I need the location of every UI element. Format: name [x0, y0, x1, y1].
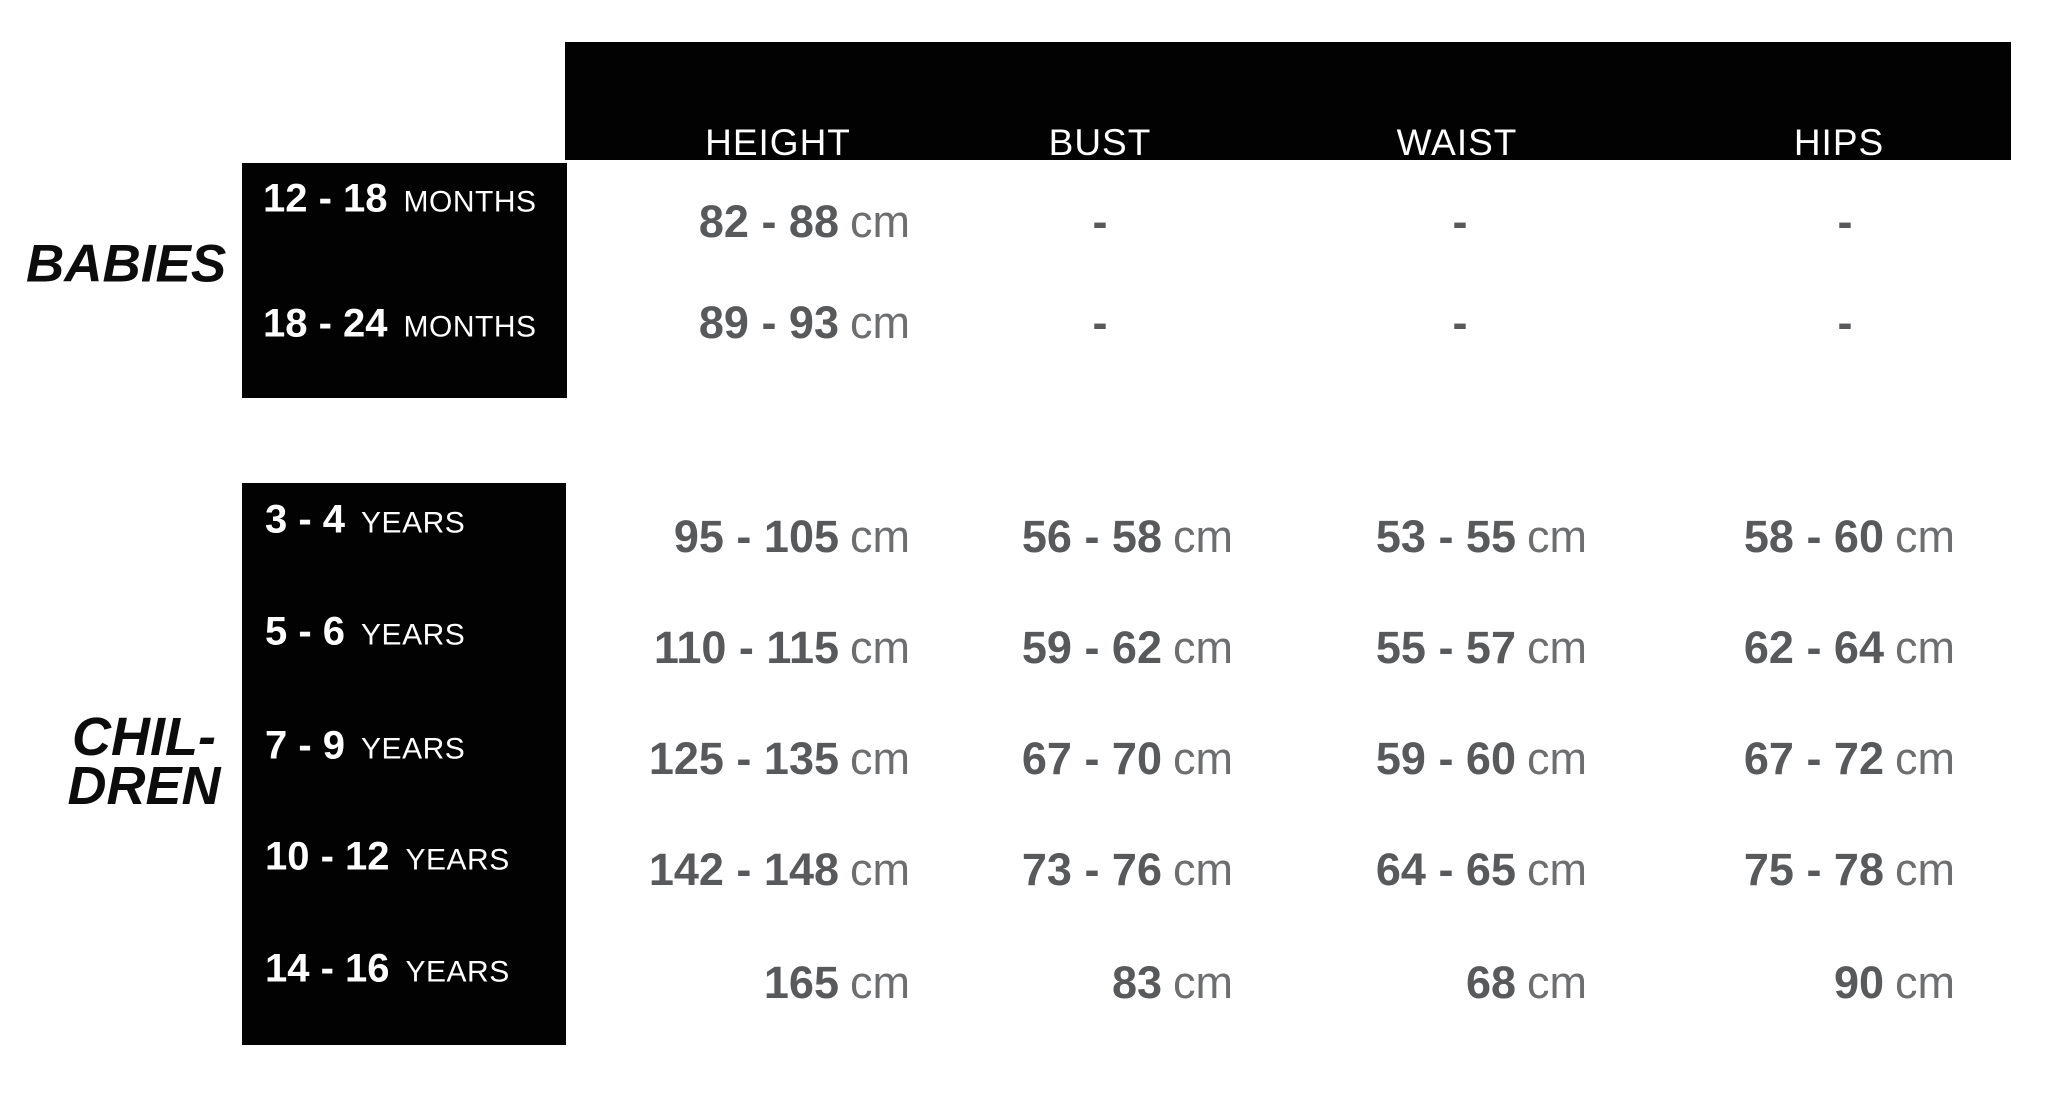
- measurement-unit: cm: [1173, 622, 1233, 673]
- no-value-dash: -: [1092, 196, 1108, 247]
- measurement-unit: cm: [1527, 957, 1587, 1008]
- size-unit: YEARS: [405, 955, 510, 989]
- measurement-cell: [1744, 511, 1955, 563]
- column-header-bust: BUST: [1048, 122, 1152, 163]
- measurement-unit: cm: [1527, 844, 1587, 895]
- measurement-unit: cm: [1173, 511, 1233, 562]
- measurement-unit: cm: [1895, 733, 1955, 784]
- babies-size-box: [242, 163, 567, 398]
- measurement-unit: cm: [850, 622, 910, 673]
- size-unit: YEARS: [361, 506, 466, 540]
- size-range: 18 - 24: [263, 301, 388, 346]
- measurement-cell: [1744, 622, 1955, 674]
- measurement-cell: [1834, 957, 1955, 1009]
- measurement-value: 59 - 62: [1021, 622, 1162, 673]
- size-range: 7 - 9: [265, 723, 346, 768]
- measurement-unit: cm: [1895, 622, 1955, 673]
- measurement-cell: [1376, 844, 1587, 896]
- measurement-value: 68: [1465, 957, 1516, 1008]
- measurement-cell: [1022, 844, 1233, 896]
- no-value-dash: -: [1092, 297, 1108, 348]
- measurement-cell: [1112, 957, 1233, 1009]
- measurement-cell: [764, 957, 910, 1009]
- measurement-value: 59 - 60: [1375, 733, 1516, 784]
- measurement-cell: [699, 196, 910, 248]
- measurement-cell: [1744, 844, 1955, 896]
- measurement-value: 53 - 55: [1375, 511, 1516, 562]
- column-header-bar: [565, 42, 2011, 163]
- measurement-cell: [649, 844, 910, 896]
- group-label-line: CHIL-: [72, 707, 216, 767]
- size-unit: YEARS: [405, 843, 510, 877]
- measurement-cell: [1022, 511, 1233, 563]
- measurement-value: 90: [1833, 957, 1884, 1008]
- size-range: 10 - 12: [265, 834, 390, 879]
- measurement-value: 89 - 93: [698, 297, 839, 348]
- children-size-box: [242, 483, 566, 1045]
- size-range: 12 - 18: [263, 176, 388, 221]
- measurement-value: 125 - 135: [648, 733, 839, 784]
- size-range: 5 - 6: [265, 609, 346, 654]
- measurement-value: 67 - 70: [1021, 733, 1162, 784]
- column-header-height: HEIGHT: [705, 122, 851, 163]
- measurement-cell: [1376, 733, 1587, 785]
- measurement-unit: cm: [1173, 844, 1233, 895]
- size-unit: MONTHS: [403, 185, 537, 219]
- measurement-value: 62 - 64: [1743, 622, 1884, 673]
- size-unit: MONTHS: [403, 310, 537, 344]
- measurement-unit: cm: [850, 733, 910, 784]
- measurement-cell: [654, 622, 910, 674]
- no-value-dash: -: [1837, 196, 1853, 247]
- size-row-label: [265, 947, 510, 992]
- measurement-unit: cm: [1527, 511, 1587, 562]
- measurement-value: 55 - 57: [1375, 622, 1516, 673]
- column-header-waist: WAIST: [1396, 122, 1518, 163]
- group-label-line: DREN: [67, 756, 221, 816]
- measurement-unit: cm: [850, 297, 910, 348]
- measurement-cell: [1376, 622, 1587, 674]
- size-unit: YEARS: [361, 618, 466, 652]
- measurement-cell: [1376, 511, 1587, 563]
- measurement-cell: [699, 297, 910, 349]
- measurement-value: 165: [763, 957, 839, 1008]
- size-unit: YEARS: [361, 732, 466, 766]
- measurement-value: 82 - 88: [698, 196, 839, 247]
- measurement-value: 83: [1111, 957, 1162, 1008]
- no-value-dash: -: [1452, 297, 1468, 348]
- measurement-unit: cm: [1895, 957, 1955, 1008]
- measurement-value: 75 - 78: [1743, 844, 1884, 895]
- measurement-unit: cm: [850, 196, 910, 247]
- measurement-cell: [1022, 733, 1233, 785]
- size-row-label: [265, 835, 510, 880]
- size-row-label: [265, 498, 465, 543]
- measurement-cell: [1744, 733, 1955, 785]
- measurement-cell: [1022, 622, 1233, 674]
- size-range: 3 - 4: [265, 497, 346, 542]
- group-label-children: [44, 707, 244, 816]
- size-row-label: [263, 177, 537, 222]
- measurement-unit: cm: [1895, 511, 1955, 562]
- measurement-unit: cm: [1173, 957, 1233, 1008]
- measurement-value: 56 - 58: [1021, 511, 1162, 562]
- size-range: 14 - 16: [265, 946, 390, 991]
- measurement-cell: [1466, 957, 1587, 1009]
- measurement-unit: cm: [850, 844, 910, 895]
- measurement-cell: [649, 733, 910, 785]
- measurement-value: 95 - 105: [673, 511, 839, 562]
- measurement-value: 67 - 72: [1743, 733, 1884, 784]
- measurement-unit: cm: [1527, 622, 1587, 673]
- measurement-value: 64 - 65: [1375, 844, 1516, 895]
- measurement-value: 73 - 76: [1021, 844, 1162, 895]
- measurement-value: 142 - 148: [648, 844, 839, 895]
- size-row-label: [263, 302, 537, 347]
- measurement-unit: cm: [1895, 844, 1955, 895]
- no-value-dash: -: [1452, 196, 1468, 247]
- group-label-babies: BABIES: [26, 234, 227, 294]
- no-value-dash: -: [1837, 297, 1853, 348]
- measurement-unit: cm: [850, 957, 910, 1008]
- measurement-unit: cm: [1173, 733, 1233, 784]
- measurement-unit: cm: [850, 511, 910, 562]
- measurement-cell: [674, 511, 910, 563]
- measurement-value: 58 - 60: [1743, 511, 1884, 562]
- column-header-hips: HIPS: [1793, 122, 1885, 163]
- size-row-label: [265, 724, 465, 769]
- measurement-value: 110 - 115: [653, 622, 839, 673]
- measurement-unit: cm: [1527, 733, 1587, 784]
- size-row-label: [265, 610, 465, 655]
